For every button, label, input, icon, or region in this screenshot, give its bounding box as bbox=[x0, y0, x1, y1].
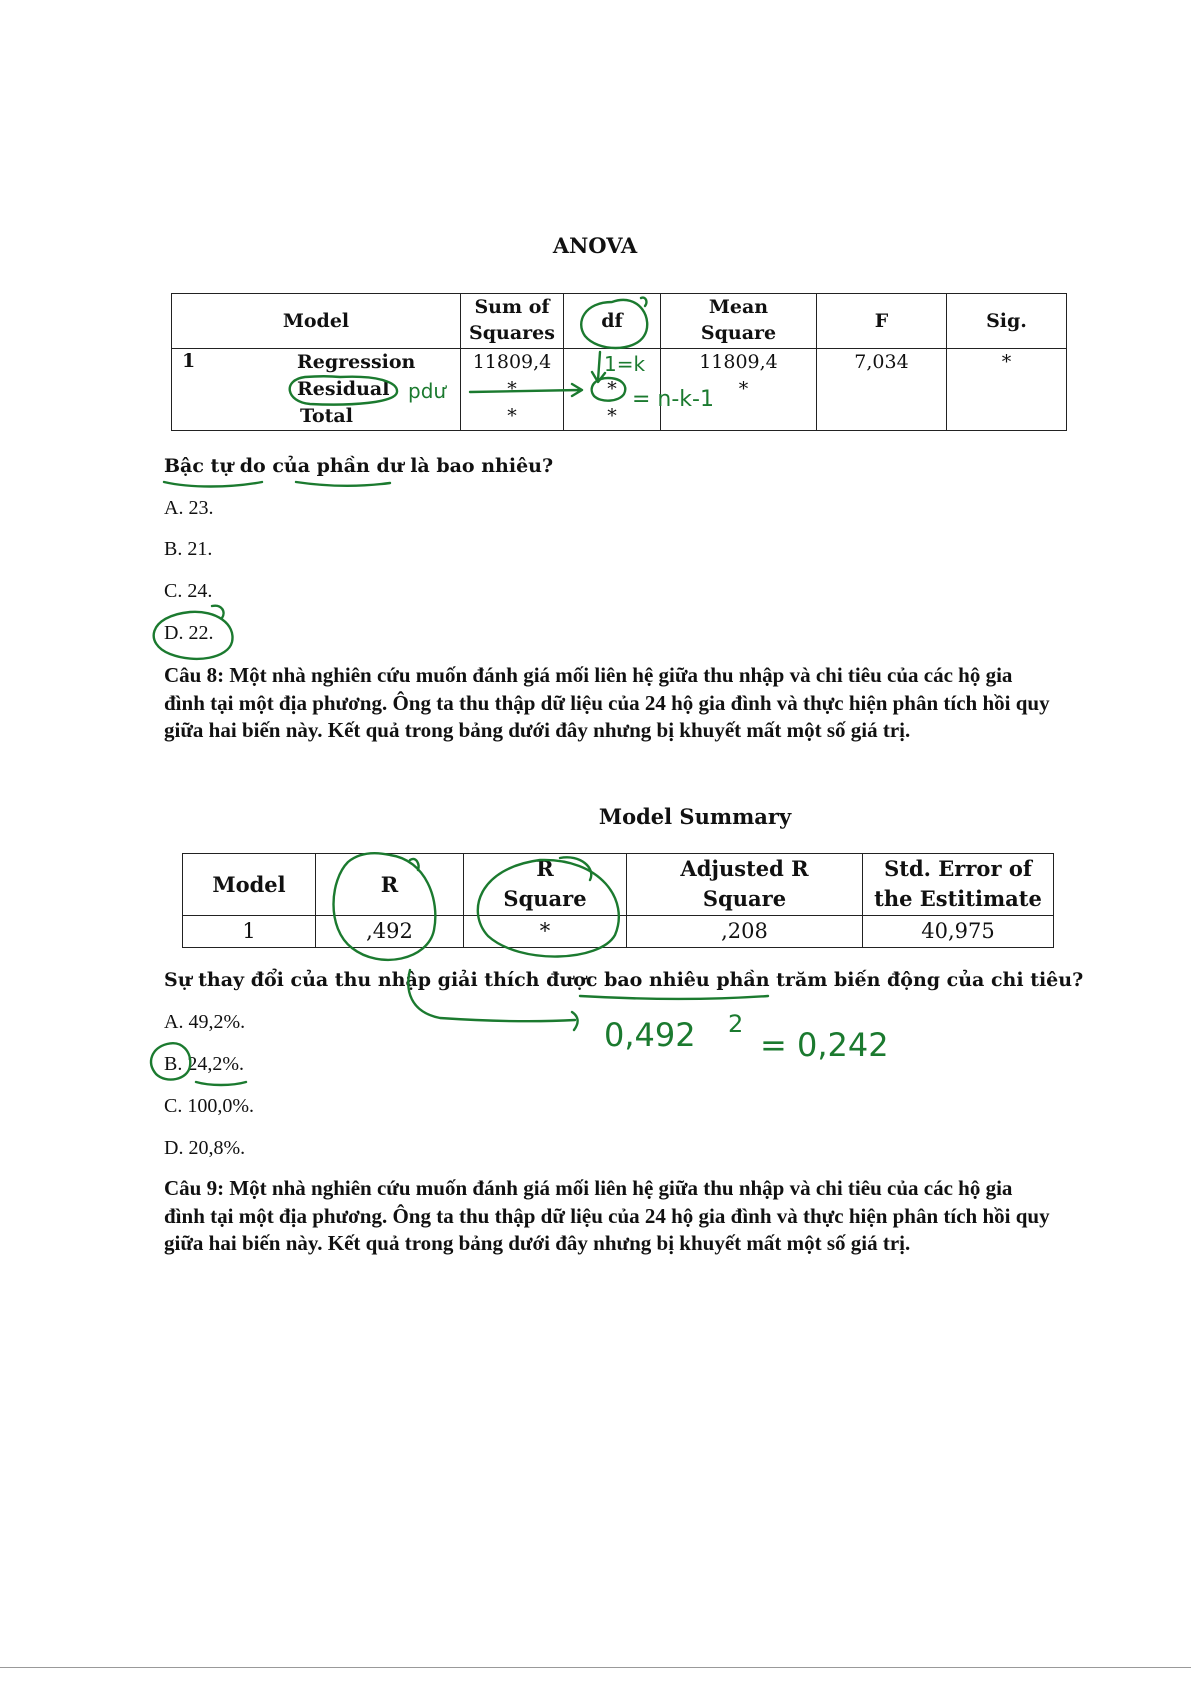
anova-df-residual: * bbox=[607, 378, 617, 400]
ms-header-adjusted-r-square bbox=[627, 854, 863, 916]
anova-ss-total: * bbox=[507, 405, 517, 427]
q8-option-d[interactable]: D. 20,8%. bbox=[164, 1137, 246, 1159]
q7-option-d[interactable]: D. 22. bbox=[164, 622, 214, 644]
ink-text-r-value: 0,492 bbox=[604, 1016, 696, 1054]
q8-option-c[interactable]: C. 100,0%. bbox=[164, 1095, 254, 1117]
ink-underline-bac-tu-do bbox=[164, 482, 262, 487]
anova-header-sum-of-squares bbox=[461, 294, 564, 349]
cau8-paragraph: Câu 8: Một nhà nghiên cứu muốn đánh giá mối liên hệ giữa thu nhập và chi tiêu của các hộ gia đình tại một địa phương. Ông ta thu thập dữ liệu của 24 hộ gia đình và thực hiện phân tích hồi quy giữa hai biến này. Kết quả trong bảng dưới đây nhưng bị khuyết mất một số giá trị. bbox=[164, 663, 1050, 742]
ms-header-r-square-line1: R bbox=[536, 856, 554, 881]
ms-cell-adjusted-r-square: ,208 bbox=[627, 916, 863, 948]
q8-option-b[interactable]: B. 24,2%. bbox=[164, 1053, 244, 1075]
ink-underline-option-b bbox=[196, 1082, 246, 1085]
anova-body-row bbox=[172, 349, 1067, 431]
anova-header-ss-line2: Squares bbox=[469, 322, 555, 344]
anova-row-label-total: Total bbox=[300, 405, 353, 427]
anova-row-label-residual: Residual bbox=[297, 378, 390, 400]
ms-cell-model: 1 bbox=[183, 916, 316, 948]
anova-df-total: * bbox=[607, 405, 617, 427]
ms-cell-r-square: * bbox=[464, 916, 627, 948]
ink-arrow-calc bbox=[572, 1012, 578, 1030]
ms-header-se-line2: the Estitimate bbox=[874, 886, 1042, 911]
bottom-rule bbox=[0, 1667, 1191, 1668]
ms-header-r: R bbox=[316, 854, 464, 916]
ms-header-adj-line2: Square bbox=[702, 886, 787, 911]
ms-header-r-square-line2: Square bbox=[503, 886, 587, 911]
anova-title: ANOVA bbox=[552, 233, 638, 258]
anova-header-df: df bbox=[564, 294, 661, 349]
ms-header-model: Model bbox=[183, 854, 316, 916]
ms-cell-r: ,492 bbox=[316, 916, 464, 948]
ms-cell-std-error: 40,975 bbox=[863, 916, 1054, 948]
anova-table bbox=[171, 293, 1067, 431]
ink-underline-bao-nhieu bbox=[580, 996, 768, 999]
ink-text-df-formula: = n-k-1 bbox=[632, 387, 714, 412]
model-summary-title: Model Summary bbox=[598, 804, 792, 829]
anova-ss-regression: 11809,4 bbox=[472, 351, 552, 373]
ink-underline-phan-du bbox=[296, 482, 390, 486]
anova-ms-regression: 11809,4 bbox=[699, 351, 778, 373]
anova-header-ss-line1: Sum of bbox=[474, 296, 550, 318]
anova-row-label-regression: Regression bbox=[297, 351, 416, 373]
anova-ss-residual: * bbox=[507, 378, 517, 400]
anova-header-ms-line2: Square bbox=[700, 322, 777, 344]
q8-question: Sự thay đổi của thu nhập giải thích được bao nhiêu phần trăm biến động của chi tiêu? bbox=[164, 969, 1084, 991]
q7-option-c[interactable]: C. 24. bbox=[164, 580, 213, 602]
ink-text-r-result: = 0,242 bbox=[760, 1026, 889, 1064]
anova-header-sig: Sig. bbox=[947, 294, 1067, 349]
anova-header-ms-line1: Mean bbox=[708, 296, 769, 318]
ink-text-residual-note: pdư bbox=[408, 379, 447, 403]
ink-text-r-exponent: 2 bbox=[728, 1010, 744, 1038]
anova-header-f: F bbox=[817, 294, 947, 349]
model-summary-table bbox=[182, 853, 1054, 948]
anova-model-number: 1 bbox=[182, 350, 196, 372]
ms-body-row bbox=[183, 916, 1054, 948]
anova-f-regression: 7,034 bbox=[817, 349, 947, 431]
q7-option-b[interactable]: B. 21. bbox=[164, 538, 213, 560]
ms-header-adj-line1: Adjusted R bbox=[680, 856, 809, 881]
ink-tick-option-d bbox=[212, 606, 224, 618]
q7-question: Bậc tự do của phần dư là bao nhiêu? bbox=[164, 455, 554, 477]
ms-header-std-error bbox=[863, 854, 1054, 916]
anova-header-model: Model bbox=[172, 294, 461, 349]
anova-model-cell bbox=[172, 349, 461, 431]
anova-ms-residual: * bbox=[738, 378, 749, 400]
cau9-paragraph: Câu 9: Một nhà nghiên cứu muốn đánh giá mối liên hệ giữa thu nhập và chi tiêu của các hộ gia đình tại một địa phương. Ông ta thu thập dữ liệu của 24 hộ gia đình và thực hiện phân tích hồi quy giữa hai biến này. Kết quả trong bảng dưới đây nhưng bị khuyết mất một số giá trị. bbox=[164, 1176, 1050, 1255]
ms-header-r-square bbox=[464, 854, 627, 916]
anova-df-cell bbox=[564, 349, 661, 431]
ink-text-df-top: 1=k bbox=[604, 352, 646, 376]
ms-header-se-line1: Std. Error of bbox=[884, 856, 1032, 881]
anova-header-mean-square bbox=[661, 294, 817, 349]
q7-option-a[interactable]: A. 23. bbox=[164, 497, 214, 519]
q8-option-a[interactable]: A. 49,2%. bbox=[164, 1011, 246, 1033]
anova-ss-cell bbox=[461, 349, 564, 431]
anova-ms-cell bbox=[661, 349, 817, 431]
anova-sig-regression: * bbox=[947, 349, 1067, 431]
